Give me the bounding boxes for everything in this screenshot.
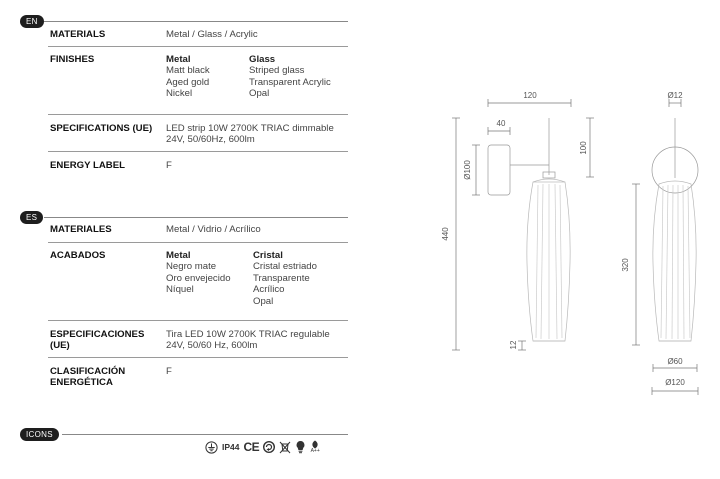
finish-item: Transparente: [253, 272, 310, 284]
column-heading: Glass: [249, 54, 276, 65]
energy-class-label: A++: [310, 448, 320, 454]
materiales-label: MATERIALES: [50, 224, 112, 235]
ce-mark-icon: CE: [243, 440, 260, 454]
specs-line: 24V, 50/60Hz, 600lm: [166, 134, 255, 146]
finish-item: Níquel: [166, 284, 194, 296]
ip44-icon: IP44: [222, 442, 240, 452]
dim-320-label: 320: [621, 258, 630, 272]
dim-12-label: 12: [509, 340, 518, 350]
column-heading: Metal: [166, 250, 191, 261]
specs-line: LED strip 10W 2700K TRIAC dimmable: [166, 123, 334, 134]
dim-diameter-100-label: Ø100: [463, 160, 472, 180]
materials-value: Metal / Glass / Acrylic: [166, 29, 258, 40]
acabados-label: ACABADOS: [50, 250, 106, 261]
front-view-dimensions: [632, 99, 698, 395]
label-line: ESPECIFICACIONES: [50, 329, 145, 340]
finish-item: Nickel: [166, 88, 193, 100]
energy-value: F: [166, 160, 172, 171]
label-line: ENERGÉTICA: [50, 377, 113, 389]
finish-item: Opal: [253, 295, 274, 307]
dim-diameter-12-label: Ø12: [667, 91, 683, 100]
label-line: CLASIFICACIÓN: [50, 366, 126, 377]
language-tag-en: EN: [20, 15, 44, 28]
front-view-lamp: [652, 118, 698, 341]
specs-line: Tira LED 10W 2700K TRIAC regulable: [166, 329, 330, 340]
language-tag-es: ES: [20, 211, 43, 224]
column-heading: Metal: [166, 54, 191, 65]
dim-120-label: 120: [523, 91, 537, 100]
finish-item: Cristal estriado: [253, 261, 317, 273]
finish-item: Oro envejecido: [166, 272, 231, 284]
side-view-dimensions: [452, 99, 594, 350]
icons-tag: ICONS: [20, 428, 59, 441]
dim-40-label: 40: [496, 119, 506, 128]
dim-diameter-120-label: Ø120: [665, 378, 685, 387]
specs-line: 24V, 50/60 Hz, 600lm: [166, 340, 258, 352]
finish-item: Negro mate: [166, 261, 217, 273]
specs-label: SPECIFICATIONS (UE): [50, 123, 153, 134]
column-heading: Cristal: [253, 250, 283, 261]
side-view-lamp: [488, 118, 570, 341]
dim-diameter-60-label: Ø60: [667, 357, 683, 366]
finish-item: Aged gold: [166, 76, 210, 88]
finish-item: Matt black: [166, 65, 210, 77]
label-line: (UE): [50, 340, 70, 352]
dim-100-label: 100: [579, 141, 588, 155]
finish-item: Transparent Acrylic: [249, 76, 331, 88]
clasificacion-value: F: [166, 366, 172, 377]
dim-440-label: 440: [441, 227, 450, 241]
finishes-label: FINISHES: [50, 54, 95, 65]
materials-label: MATERIALS: [50, 29, 106, 40]
finish-item: Opal: [249, 88, 270, 100]
finish-item: Acrílico: [253, 284, 285, 296]
energy-label: ENERGY LABEL: [50, 160, 125, 171]
materiales-value: Metal / Vidrio / Acrílico: [166, 224, 261, 235]
finish-item: Striped glass: [249, 65, 305, 77]
